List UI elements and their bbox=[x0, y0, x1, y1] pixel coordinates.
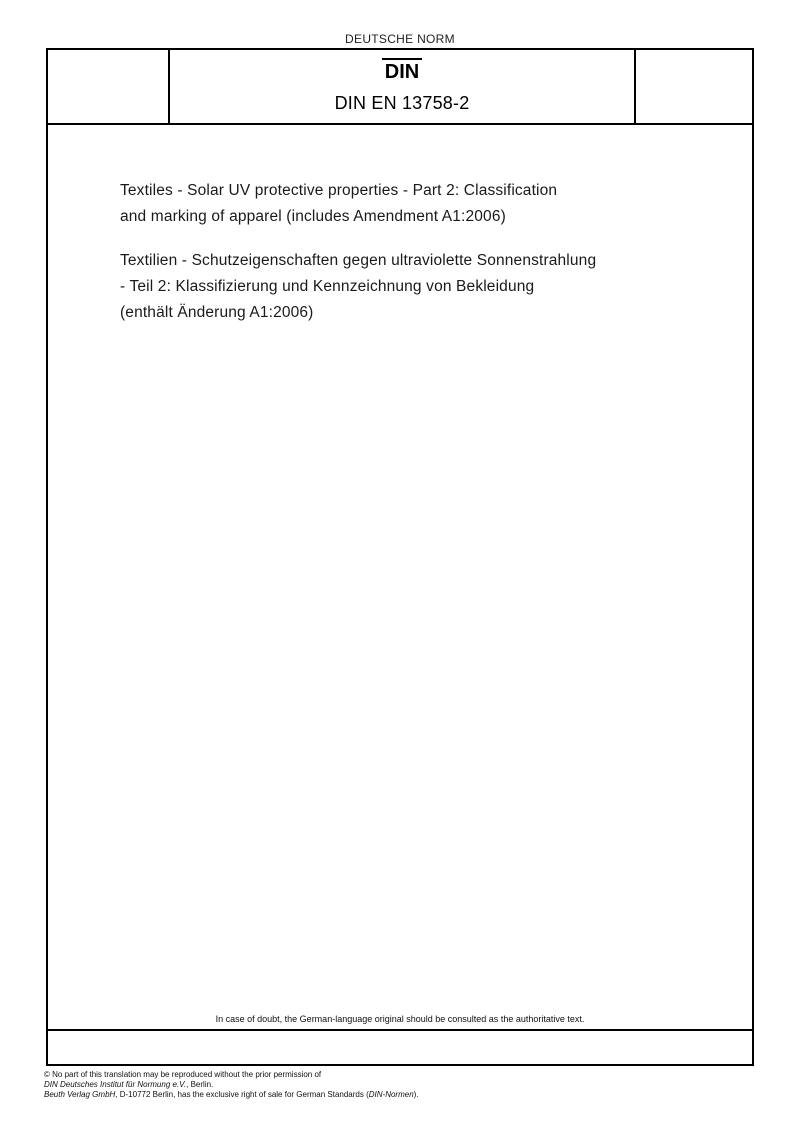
footer-separator bbox=[48, 1029, 752, 1031]
din-logo-icon bbox=[381, 56, 423, 82]
norm-label: DEUTSCHE NORM bbox=[345, 32, 455, 46]
title-german-line: Textilien - Schutzeigenschaften gegen ultraviolette Sonnenstrahlung bbox=[120, 252, 597, 269]
din-logo bbox=[170, 56, 634, 87]
header-row bbox=[48, 50, 752, 125]
title-english bbox=[120, 178, 680, 230]
document-frame bbox=[46, 48, 754, 1066]
title-english-line: and marking of apparel (includes Amendment A1:2006) bbox=[120, 208, 506, 225]
header-center-cell bbox=[170, 50, 634, 123]
copyright-line-3-mid: , D-10772 Berlin, has the exclusive right of sale for German Standards ( bbox=[115, 1090, 369, 1099]
title-german-line: - Teil 2: Klassifizierung und Kennzeichnung von Bekleidung bbox=[120, 278, 535, 295]
copyright-line-2-rest: , Berlin. bbox=[186, 1080, 214, 1089]
copyright-line-3-end: ). bbox=[413, 1090, 419, 1099]
title-german-line: (enthält Änderung A1:2006) bbox=[120, 304, 314, 321]
copyright-publisher: Beuth Verlag GmbH bbox=[44, 1090, 116, 1099]
header-right-cell bbox=[634, 50, 752, 123]
authoritative-text-note: In case of doubt, the German-language original should be consulted as the authoritative text. bbox=[215, 1014, 585, 1024]
copyright-notice bbox=[44, 1070, 419, 1100]
titles bbox=[120, 178, 680, 326]
title-german bbox=[120, 248, 680, 326]
header-left-cell bbox=[48, 50, 170, 123]
din-logo-text: DIN bbox=[384, 61, 420, 82]
copyright-din-name: DIN Deutsches Institut für Normung e.V. bbox=[44, 1080, 187, 1089]
copyright-line-1: © No part of this translation may be reproduced without the prior permission of bbox=[44, 1070, 322, 1079]
copyright-din-normen: DIN-Normen bbox=[368, 1090, 414, 1099]
document-number: DIN EN 13758-2 bbox=[334, 93, 470, 113]
title-english-line: Textiles - Solar UV protective properties - Part 2: Classification bbox=[120, 182, 558, 199]
